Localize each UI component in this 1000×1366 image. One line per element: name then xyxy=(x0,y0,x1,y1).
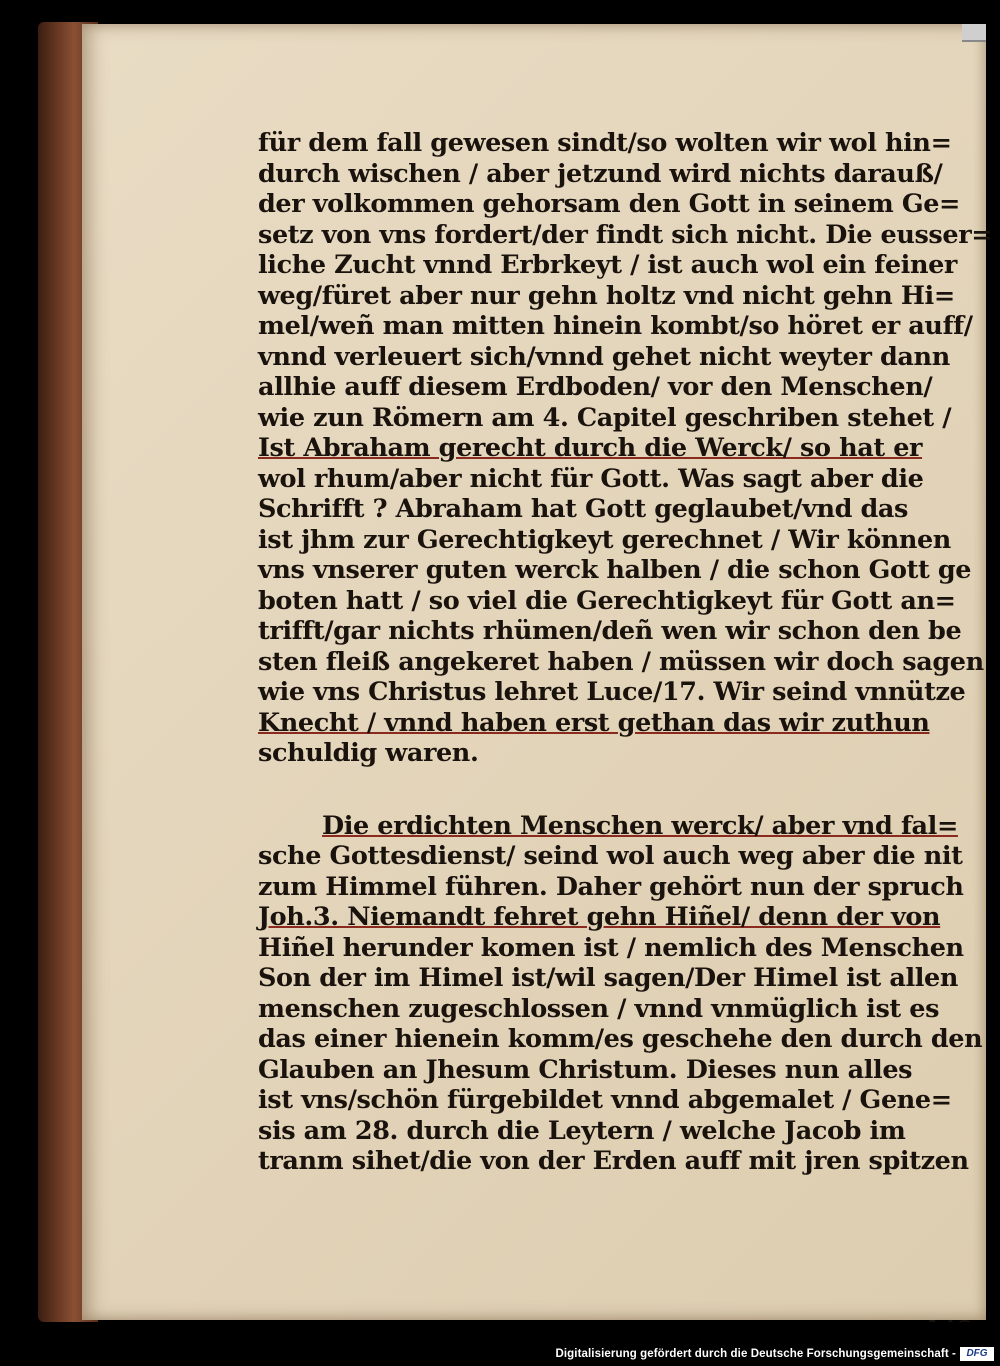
text-line: vnnd verleuert sich/vnnd gehet nicht weyter dann xyxy=(258,341,950,372)
text-line: ist vns/schön fürgebildet vnnd abgemalet / Gene= xyxy=(258,1085,952,1115)
text-line: sten fleiß angekeret haben / müssen wir doch sagen xyxy=(258,646,984,677)
text-line: Glauben an Jhesum Christum. Dieses nun alles xyxy=(258,1054,913,1085)
dfg-logo-icon[interactable]: DFG xyxy=(960,1347,994,1361)
text-line-underlined: Die erdichten Menschen werck/ aber vnd fal= xyxy=(322,810,958,841)
page-corner-tab xyxy=(962,24,986,42)
text-line: liche Zucht vnnd Erbrkeyt / ist auch wol ein feiner xyxy=(258,250,957,280)
text-line: trifft/gar nichts rhümen/deñ wen wir schon den be xyxy=(258,616,962,646)
text-line: tranm sihet/die von der Erden auff mit jren spitzen xyxy=(258,1146,969,1176)
text-line: durch wischen / aber jetzund wird nichts darauß/ xyxy=(258,158,943,189)
text-line: der volkommen gehorsam den Gott in seinem Ge= xyxy=(258,189,960,219)
text-line-underlined: Ist Abraham gerecht durch die Werck/ so hat er xyxy=(258,433,923,463)
text-line-underlined: Joh.3. Niemandt fehret gehn Hiñel/ denn der von xyxy=(258,902,941,932)
text-line: allhie auff diesem Erdboden/ vor den Menschen/ xyxy=(258,372,933,402)
text-line: vns vnserer guten werck halben / die schon Gott ge xyxy=(258,555,972,585)
text-line: das einer hienein komm/es geschehe den durch den xyxy=(258,1024,983,1054)
text-line: sis am 28. durch die Leytern / welche Jacob im xyxy=(258,1115,906,1146)
text-line: boten hatt / so viel die Gerechtigkeyt für Gott an= xyxy=(258,585,956,616)
text-line: setz von vns fordert/der findt sich nicht. Die eusser= xyxy=(258,219,993,250)
text-line: schuldig waren. xyxy=(258,738,479,768)
text-line: wie vns Christus lehret Luce/17. Wir seind vnnütze xyxy=(258,677,966,707)
text-line: sche Gottesdienst/ seind wol auch weg aber die nit xyxy=(258,841,963,871)
text-line: wol rhum/aber nicht für Gott. Was sagt aber die xyxy=(258,463,924,494)
text-line: menschen zugeschlossen / vnnd vnmüglich ist es xyxy=(258,993,940,1024)
text-line: zum Himmel führen. Daher gehört nun der spruch xyxy=(258,871,964,902)
text-line-underlined: Knecht / vnnd haben erst gethan das wir zuthun xyxy=(258,707,930,738)
text-line: für dem fall gewesen sindt/so wolten wir wol hin= xyxy=(258,128,952,158)
text-line: Hiñel herunder komen ist / nemlich des Menschen xyxy=(258,932,964,963)
text-line: mel/weñ man mitten hinein kombt/so höret er auff/ xyxy=(258,311,973,341)
funding-credit: Digitalisierung gefördert durch die Deutsche Forschungsgemeinschaft - xyxy=(555,1348,956,1360)
text-line: Son der im Himel ist/wil sagen/Der Himel ist allen xyxy=(258,963,958,993)
text-line: weg/füret aber nur gehn holtz vnd nicht gehn Hi= xyxy=(258,280,955,311)
text-line: ist jhm zur Gerechtigkeyt gerechnet / Wir können xyxy=(258,524,951,555)
page-text xyxy=(258,128,993,1177)
paragraph-gap xyxy=(258,769,974,811)
footer-bar xyxy=(0,1322,1000,1366)
text-line: wie zun Römern am 4. Capitel geschriben stehet / xyxy=(258,402,952,433)
text-line: Schrifft ? Abraham hat Gott geglaubet/vnd das xyxy=(258,494,909,524)
